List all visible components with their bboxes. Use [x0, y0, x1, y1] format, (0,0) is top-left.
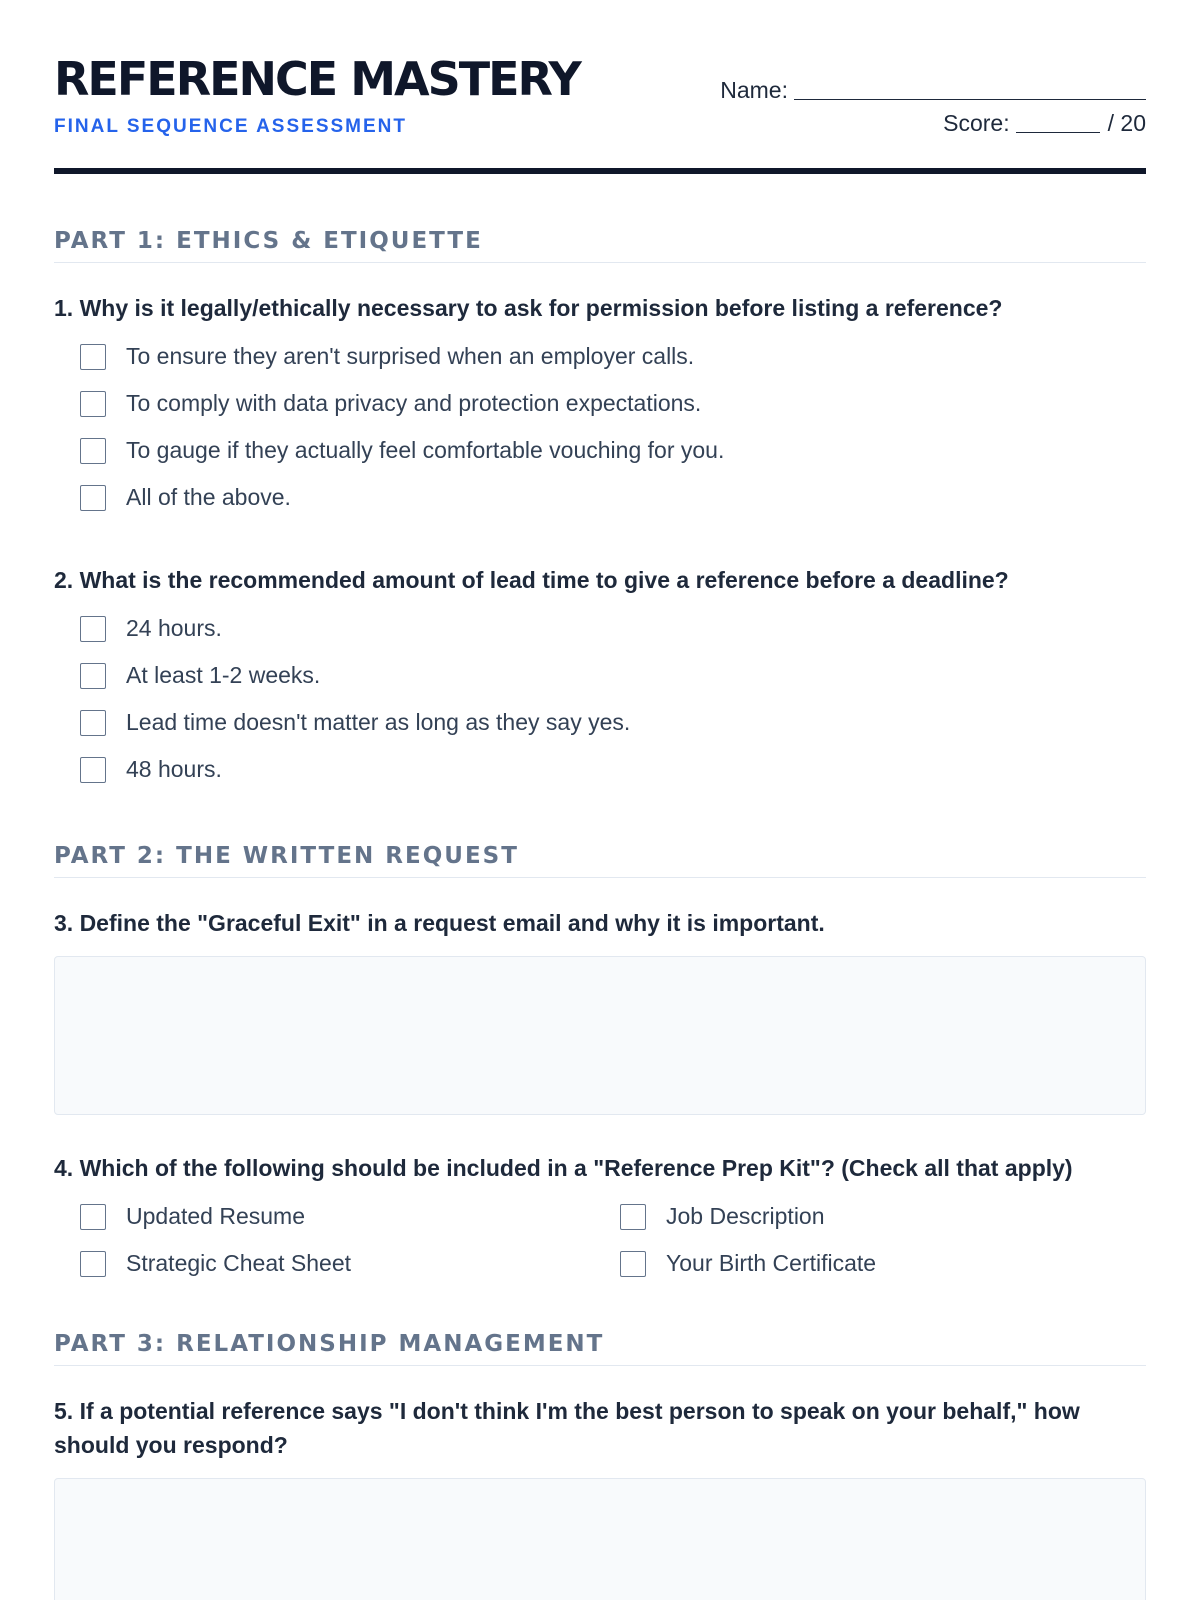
- checkbox[interactable]: [80, 1251, 106, 1277]
- score-field: [943, 110, 1146, 137]
- section-heading: PART 1: ETHICS & ETIQUETTE: [54, 228, 1146, 263]
- option-label: At least 1-2 weeks.: [126, 662, 321, 688]
- option-label: 24 hours.: [126, 615, 222, 641]
- options-q1: [54, 333, 1146, 521]
- option[interactable]: [80, 474, 1146, 521]
- answer-box[interactable]: [54, 1478, 1146, 1600]
- option[interactable]: [80, 380, 1146, 427]
- score-total: / 20: [1107, 110, 1146, 136]
- question-3: 3. Define the "Graceful Exit" in a request email and why it is important.: [54, 910, 825, 936]
- options-q4: [54, 1193, 1146, 1287]
- question-2: 2. What is the recommended amount of lead time to give a reference before a deadline?: [54, 567, 1009, 593]
- question-4: 4. Which of the following should be included in a "Reference Prep Kit"? (Check all that apply): [54, 1155, 1073, 1181]
- checkbox[interactable]: [80, 485, 106, 511]
- option-label: To comply with data privacy and protection expectations.: [126, 390, 702, 416]
- option[interactable]: [80, 652, 1146, 699]
- section-heading: PART 2: THE WRITTEN REQUEST: [54, 843, 1146, 878]
- option[interactable]: [80, 605, 1146, 652]
- checkbox[interactable]: [80, 663, 106, 689]
- section-heading: PART 3: RELATIONSHIP MANAGEMENT: [54, 1331, 1146, 1366]
- checkbox[interactable]: [80, 710, 106, 736]
- checkbox[interactable]: [80, 438, 106, 464]
- question-5: 5. If a potential reference says "I don't think I'm the best person to speak on your behalf," how should you respond?: [54, 1398, 1080, 1458]
- checkbox[interactable]: [80, 757, 106, 783]
- option-label: 48 hours.: [126, 756, 222, 782]
- question-1: 1. Why is it legally/ethically necessary to ask for permission before listing a reference?: [54, 295, 1003, 321]
- option-label: To gauge if they actually feel comfortable vouching for you.: [126, 437, 725, 463]
- option[interactable]: [80, 427, 1146, 474]
- option[interactable]: [620, 1193, 1140, 1240]
- checkbox[interactable]: [80, 344, 106, 370]
- option[interactable]: [80, 1240, 620, 1287]
- option[interactable]: [80, 699, 1146, 746]
- checkbox[interactable]: [80, 616, 106, 642]
- answer-box[interactable]: [54, 956, 1146, 1115]
- option[interactable]: [80, 333, 1146, 380]
- options-q2: [54, 605, 1146, 793]
- score-input[interactable]: [1016, 115, 1100, 133]
- option-label: All of the above.: [126, 484, 291, 510]
- checkbox[interactable]: [620, 1251, 646, 1277]
- option-label: Strategic Cheat Sheet: [126, 1250, 352, 1276]
- option[interactable]: [80, 746, 1146, 793]
- name-field: [720, 77, 1146, 104]
- option-label: Job Description: [666, 1203, 825, 1229]
- option[interactable]: [80, 1193, 620, 1240]
- checkbox[interactable]: [620, 1204, 646, 1230]
- option[interactable]: [620, 1240, 1140, 1287]
- option-label: Lead time doesn't matter as long as they say yes.: [126, 709, 631, 735]
- score-label: Score:: [943, 110, 1010, 136]
- header: [54, 0, 1146, 174]
- option-label: To ensure they aren't surprised when an employer calls.: [126, 343, 695, 369]
- checkbox[interactable]: [80, 1204, 106, 1230]
- checkbox[interactable]: [80, 391, 106, 417]
- page-subtitle: FINAL SEQUENCE ASSESSMENT: [54, 116, 407, 137]
- option-label: Updated Resume: [126, 1203, 305, 1229]
- name-label: Name:: [720, 77, 788, 103]
- page-title: REFERENCE MASTERY: [54, 52, 580, 106]
- name-input[interactable]: [794, 82, 1146, 100]
- option-label: Your Birth Certificate: [666, 1250, 877, 1276]
